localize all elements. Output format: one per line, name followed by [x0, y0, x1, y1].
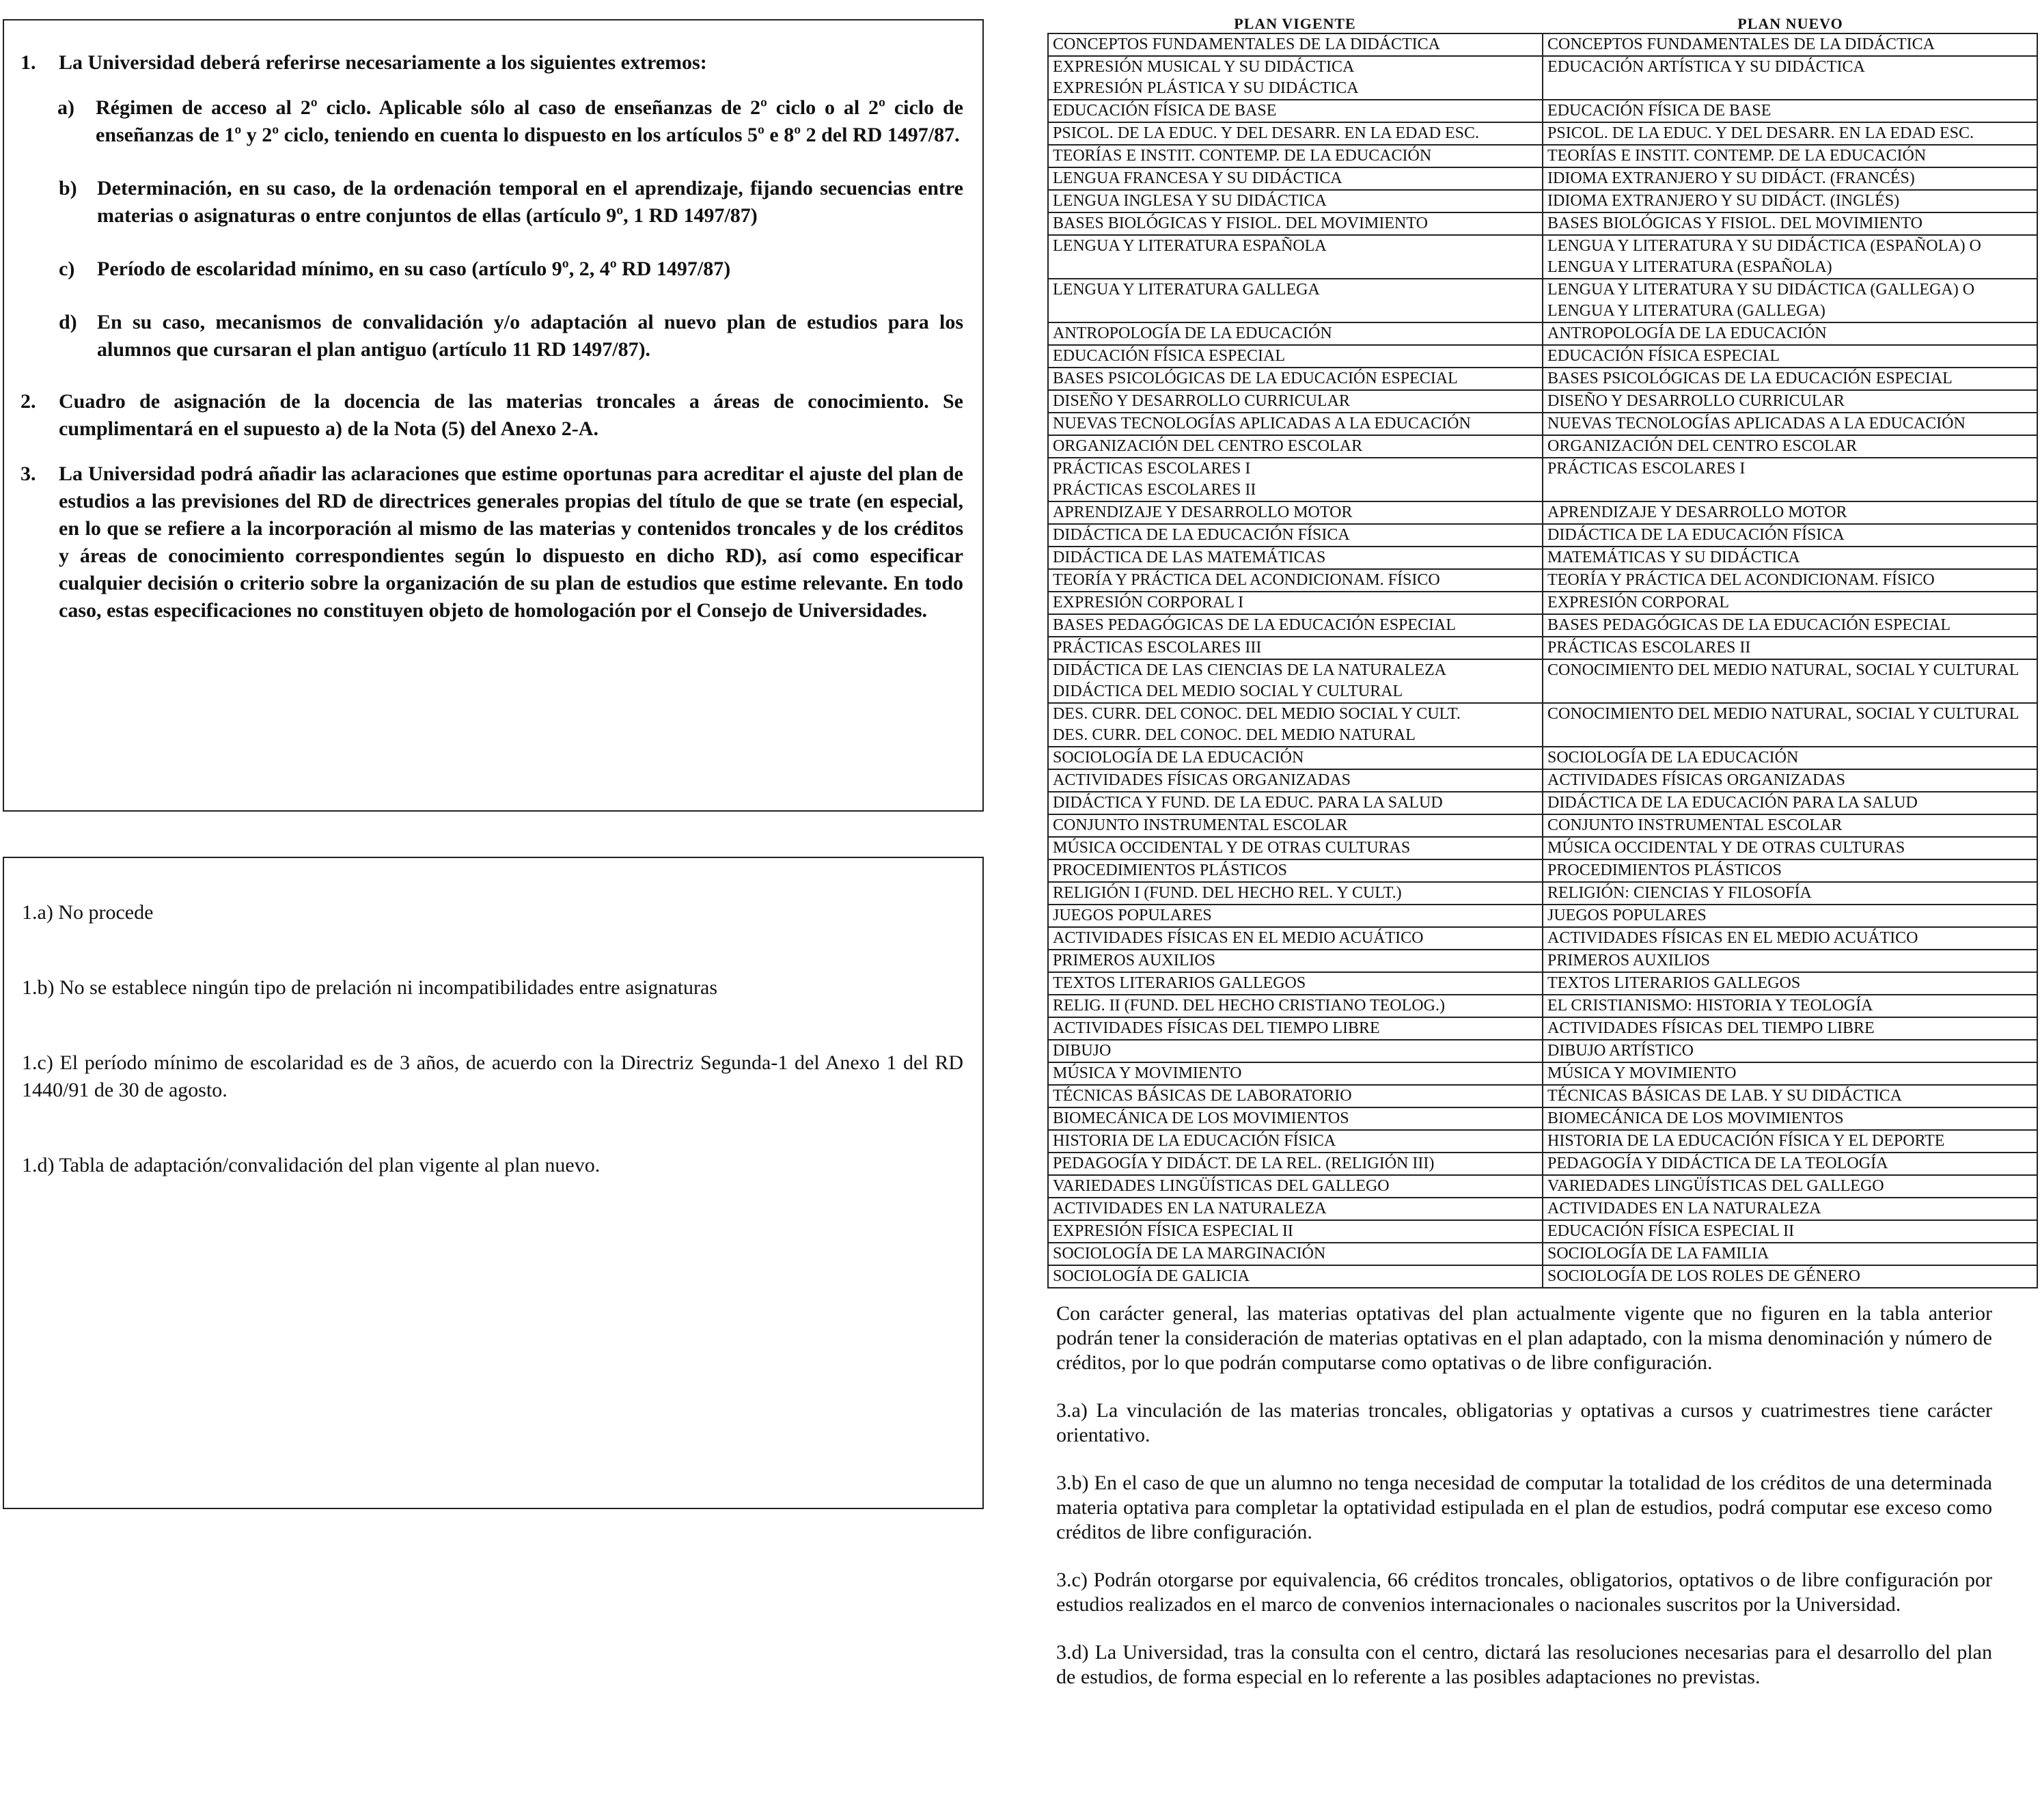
cell-plan-nuevo: SOCIOLOGÍA DE LOS ROLES DE GÉNERO — [1543, 1265, 2037, 1288]
cell-plan-nuevo: LENGUA Y LITERATURA Y SU DIDÁCTICA (ESPAÑOLA) O LENGUA Y LITERATURA (ESPAÑOLA) — [1543, 235, 2037, 279]
table-row — [1048, 413, 2037, 435]
cell-plan-vigente: ACTIVIDADES EN LA NATURALEZA — [1048, 1198, 1543, 1220]
cell-plan-nuevo: PEDAGOGÍA Y DIDÁCTICA DE LA TEOLOGÍA — [1543, 1153, 2037, 1175]
cell-plan-vigente: LENGUA FRANCESA Y SU DIDÁCTICA — [1048, 167, 1543, 190]
table-row — [1048, 637, 2037, 659]
cell-plan-nuevo: ACTIVIDADES FÍSICAS EN EL MEDIO ACUÁTICO — [1543, 927, 2037, 950]
cell-plan-vigente: SOCIOLOGÍA DE LA MARGINACIÓN — [1048, 1243, 1543, 1265]
subitem-letter: a) — [57, 96, 74, 119]
header-plan-nuevo: PLAN NUEVO — [1737, 15, 1843, 32]
cell-plan-vigente: ACTIVIDADES FÍSICAS ORGANIZADAS — [1048, 769, 1543, 792]
table-row — [1048, 905, 2037, 927]
adaptation-table-section — [1047, 15, 2038, 1288]
table-row — [1048, 235, 2037, 279]
cell-plan-nuevo: SOCIOLOGÍA DE LA EDUCACIÓN — [1543, 747, 2037, 769]
table-row — [1048, 703, 2037, 747]
table-row — [1048, 614, 2037, 637]
cell-plan-vigente: EXPRESIÓN CORPORAL I — [1048, 592, 1543, 614]
cell-plan-nuevo: PRIMEROS AUXILIOS — [1543, 950, 2037, 972]
cell-plan-nuevo: SOCIOLOGÍA DE LA FAMILIA — [1543, 1243, 2037, 1265]
cell-plan-vigente: NUEVAS TECNOLOGÍAS APLICADAS A LA EDUCACIÓN — [1048, 413, 1543, 435]
table-row — [1048, 212, 2037, 235]
cell-plan-vigente: TÉCNICAS BÁSICAS DE LABORATORIO — [1048, 1085, 1543, 1107]
note-3c: 3.c) Podrán otorgarse por equivalencia, 66 créditos troncales, obligatorios, optativos o de libre configuración por estudios realizados en el marco de convenios internacionales o nacionales suscritos por la Universidad. — [1056, 1569, 1992, 1616]
response-1b: 1.b) No se establece ningún tipo de prelación ni incompatibilidades entre asignaturas — [22, 976, 718, 999]
cell-plan-nuevo: ORGANIZACIÓN DEL CENTRO ESCOLAR — [1543, 435, 2037, 458]
cell-plan-vigente: CONJUNTO INSTRUMENTAL ESCOLAR — [1048, 814, 1543, 837]
table-row — [1048, 33, 2037, 56]
table-row — [1048, 882, 2037, 905]
instruction-subitem-d — [59, 309, 963, 363]
cell-plan-nuevo: DIDÁCTICA DE LA EDUCACIÓN PARA LA SALUD — [1543, 792, 2037, 814]
table-row — [1048, 145, 2037, 167]
table-row — [1048, 501, 2037, 524]
table-row — [1048, 1040, 2037, 1062]
cell-plan-nuevo: HISTORIA DE LA EDUCACIÓN FÍSICA Y EL DEPORTE — [1543, 1130, 2037, 1153]
table-row — [1048, 837, 2037, 859]
table-row — [1048, 769, 2037, 792]
subitem-letter: b) — [59, 177, 77, 199]
cell-plan-vigente: MÚSICA OCCIDENTAL Y DE OTRAS CULTURAS — [1048, 837, 1543, 859]
table-row — [1048, 1265, 2037, 1288]
instruction-subitem-a — [59, 94, 963, 149]
response-1d: 1.d) Tabla de adaptación/convalidación del plan vigente al plan nuevo. — [22, 1154, 601, 1176]
cell-plan-vigente: PRÁCTICAS ESCOLARES I PRÁCTICAS ESCOLARES II — [1048, 458, 1543, 501]
table-row — [1048, 56, 2037, 100]
cell-plan-nuevo: VARIEDADES LINGÜÍSTICAS DEL GALLEGO — [1543, 1175, 2037, 1198]
instruction-subitem-b — [59, 175, 963, 230]
table-row — [1048, 814, 2037, 837]
cell-plan-vigente: MÚSICA Y MOVIMIENTO — [1048, 1062, 1543, 1085]
cell-plan-nuevo: IDIOMA EXTRANJERO Y SU DIDÁCT. (FRANCÉS) — [1543, 167, 2037, 190]
cell-plan-vigente: BASES BIOLÓGICAS Y FISIOL. DEL MOVIMIENTO — [1048, 212, 1543, 235]
table-row — [1048, 100, 2037, 122]
table-header — [1047, 15, 2038, 33]
table-row — [1048, 972, 2037, 995]
table-row — [1048, 592, 2037, 614]
subitem-text: Régimen de acceso al 2º ciclo. Aplicable sólo al caso de enseñanzas de 2º ciclo o al 2º ciclo de enseñanzas de 1º y 2º ciclo, teniendo en cuenta lo dispuesto en los artículos 5º e 8º 2 del RD 1497/87. — [96, 96, 963, 146]
instruction-number: 2. — [20, 390, 36, 413]
table-row — [1048, 368, 2037, 390]
cell-plan-vigente: PEDAGOGÍA Y DIDÁCT. DE LA REL. (RELIGIÓN III) — [1048, 1153, 1543, 1175]
note-3d: 3.d) La Universidad, tras la consulta con el centro, dictará las resoluciones necesarias para el desarrollo del plan de estudios, de forma especial en lo referente a las posibles adaptaciones no previstas. — [1056, 1641, 1992, 1688]
cell-plan-nuevo: PROCEDIMIENTOS PLÁSTICOS — [1543, 859, 2037, 882]
cell-plan-nuevo: DIDÁCTICA DE LA EDUCACIÓN FÍSICA — [1543, 524, 2037, 547]
cell-plan-nuevo: MÚSICA Y MOVIMIENTO — [1543, 1062, 2037, 1085]
response-1a: 1.a) No procede — [22, 901, 154, 924]
cell-plan-nuevo: ACTIVIDADES EN LA NATURALEZA — [1543, 1198, 2037, 1220]
cell-plan-nuevo: BIOMECÁNICA DE LOS MOVIMIENTOS — [1543, 1107, 2037, 1130]
cell-plan-nuevo: BASES BIOLÓGICAS Y FISIOL. DEL MOVIMIENTO — [1543, 212, 2037, 235]
cell-plan-vigente: DIDÁCTICA Y FUND. DE LA EDUC. PARA LA SALUD — [1048, 792, 1543, 814]
instruction-item-2 — [20, 388, 963, 443]
cell-plan-nuevo: IDIOMA EXTRANJERO Y SU DIDÁCT. (INGLÉS) — [1543, 190, 2037, 212]
cell-plan-vigente: ANTROPOLOGÍA DE LA EDUCACIÓN — [1048, 322, 1543, 345]
cell-plan-nuevo: EXPRESIÓN CORPORAL — [1543, 592, 2037, 614]
subitem-letter: d) — [59, 311, 77, 333]
table-row — [1048, 547, 2037, 569]
cell-plan-vigente: EXPRESIÓN FÍSICA ESPECIAL II — [1048, 1220, 1543, 1243]
instruction-text: La Universidad podrá añadir las aclaraciones que estime oportunas para acreditar el ajuste del plan de estudios a las previsiones del RD de directrices generales propias del título de que se trate (en especial, en lo que se refiere a la incorporación al mismo de las materias y contenidos troncales y de los créditos y áreas de conocimiento correspondientes según lo dispuesto en dicho RD), así como especificar cualquier decisión o criterio sobre la organización de su plan de estudios que estime relevante. En todo caso, estas especificaciones no constituyen objeto de homologación por el Consejo de Universidades. — [59, 463, 963, 622]
cell-plan-vigente: EDUCACIÓN FÍSICA DE BASE — [1048, 100, 1543, 122]
cell-plan-nuevo: EDUCACIÓN FÍSICA DE BASE — [1543, 100, 2037, 122]
instruction-subitems — [59, 94, 963, 363]
cell-plan-vigente: ACTIVIDADES FÍSICAS EN EL MEDIO ACUÁTICO — [1048, 927, 1543, 950]
cell-plan-vigente: VARIEDADES LINGÜÍSTICAS DEL GALLEGO — [1048, 1175, 1543, 1198]
cell-plan-nuevo: ACTIVIDADES FÍSICAS DEL TIEMPO LIBRE — [1543, 1017, 2037, 1040]
cell-plan-vigente: SOCIOLOGÍA DE LA EDUCACIÓN — [1048, 747, 1543, 769]
subitem-text: En su caso, mecanismos de convalidación y/o adaptación al nuevo plan de estudios para los alumnos que cursaran el plan antiguo (artículo 11 RD 1497/87). — [97, 311, 963, 361]
cell-plan-nuevo: CONCEPTOS FUNDAMENTALES DE LA DIDÁCTICA — [1543, 33, 2037, 56]
cell-plan-nuevo: LENGUA Y LITERATURA Y SU DIDÁCTICA (GALLEGA) O LENGUA Y LITERATURA (GALLEGA) — [1543, 279, 2037, 322]
table-row — [1048, 995, 2037, 1017]
cell-plan-nuevo: ANTROPOLOGÍA DE LA EDUCACIÓN — [1543, 322, 2037, 345]
table-row — [1048, 747, 2037, 769]
table-row — [1048, 1243, 2037, 1265]
instruction-number: 1. — [20, 51, 36, 74]
cell-plan-nuevo: TÉCNICAS BÁSICAS DE LAB. Y SU DIDÁCTICA — [1543, 1085, 2037, 1107]
cell-plan-nuevo: PSICOL. DE LA EDUC. Y DEL DESARR. EN LA EDAD ESC. — [1543, 122, 2037, 145]
cell-plan-vigente: RELIG. II (FUND. DEL HECHO CRISTIANO TEOLOG.) — [1048, 995, 1543, 1017]
table-row — [1048, 1107, 2037, 1130]
responses-box — [3, 857, 984, 1509]
cell-plan-nuevo: TEORÍA Y PRÁCTICA DEL ACONDICIONAM. FÍSICO — [1543, 569, 2037, 592]
cell-plan-nuevo: TEORÍAS E INSTIT. CONTEMP. DE LA EDUCACIÓN — [1543, 145, 2037, 167]
cell-plan-nuevo: PRÁCTICAS ESCOLARES I — [1543, 458, 2037, 501]
table-row — [1048, 322, 2037, 345]
table-row — [1048, 927, 2037, 950]
cell-plan-vigente: DIDÁCTICA DE LAS MATEMÁTICAS — [1048, 547, 1543, 569]
notes-section — [1056, 1301, 1992, 1713]
cell-plan-nuevo: APRENDIZAJE Y DESARROLLO MOTOR — [1543, 501, 2037, 524]
table-row — [1048, 569, 2037, 592]
table-row — [1048, 1130, 2037, 1153]
cell-plan-vigente: SOCIOLOGÍA DE GALICIA — [1048, 1265, 1543, 1288]
note-3a: 3.a) La vinculación de las materias troncales, obligatorias y optativas a cursos y cuatrimestres tiene carácter orientativo. — [1056, 1399, 1992, 1446]
table-row — [1048, 1017, 2037, 1040]
cell-plan-nuevo: NUEVAS TECNOLOGÍAS APLICADAS A LA EDUCACIÓN — [1543, 413, 2037, 435]
cell-plan-nuevo: EDUCACIÓN FÍSICA ESPECIAL II — [1543, 1220, 2037, 1243]
cell-plan-vigente: DIDÁCTICA DE LA EDUCACIÓN FÍSICA — [1048, 524, 1543, 547]
cell-plan-vigente: CONCEPTOS FUNDAMENTALES DE LA DIDÁCTICA — [1048, 33, 1543, 56]
cell-plan-nuevo: JUEGOS POPULARES — [1543, 905, 2037, 927]
cell-plan-vigente: TEORÍA Y PRÁCTICA DEL ACONDICIONAM. FÍSICO — [1048, 569, 1543, 592]
cell-plan-vigente: PROCEDIMIENTOS PLÁSTICOS — [1048, 859, 1543, 882]
table-row — [1048, 190, 2037, 212]
cell-plan-nuevo: EDUCACIÓN ARTÍSTICA Y SU DIDÁCTICA — [1543, 56, 2037, 100]
cell-plan-vigente: RELIGIÓN I (FUND. DEL HECHO REL. Y CULT.) — [1048, 882, 1543, 905]
cell-plan-nuevo: CONJUNTO INSTRUMENTAL ESCOLAR — [1543, 814, 2037, 837]
table-row — [1048, 1198, 2037, 1220]
table-row — [1048, 122, 2037, 145]
subitem-text: Período de escolaridad mínimo, en su caso (artículo 9º, 2, 4º RD 1497/87) — [97, 258, 731, 280]
table-row — [1048, 792, 2037, 814]
cell-plan-vigente: PRÁCTICAS ESCOLARES III — [1048, 637, 1543, 659]
cell-plan-nuevo: CONOCIMIENTO DEL MEDIO NATURAL, SOCIAL Y CULTURAL — [1543, 703, 2037, 747]
header-plan-vigente: PLAN VIGENTE — [1234, 15, 1356, 32]
cell-plan-nuevo: DISEÑO Y DESARROLLO CURRICULAR — [1543, 390, 2037, 413]
cell-plan-nuevo: BASES PSICOLÓGICAS DE LA EDUCACIÓN ESPECIAL — [1543, 368, 2037, 390]
cell-plan-nuevo: DIBUJO ARTÍSTICO — [1543, 1040, 2037, 1062]
cell-plan-vigente: EDUCACIÓN FÍSICA ESPECIAL — [1048, 345, 1543, 368]
cell-plan-vigente: DES. CURR. DEL CONOC. DEL MEDIO SOCIAL Y CULT. DES. CURR. DEL CONOC. DEL MEDIO NATURAL — [1048, 703, 1543, 747]
table-row — [1048, 435, 2037, 458]
cell-plan-nuevo: EL CRISTIANISMO: HISTORIA Y TEOLOGÍA — [1543, 995, 2037, 1017]
cell-plan-vigente: LENGUA INGLESA Y SU DIDÁCTICA — [1048, 190, 1543, 212]
adaptation-table — [1047, 33, 2038, 1288]
table-row — [1048, 859, 2037, 882]
cell-plan-vigente: DIBUJO — [1048, 1040, 1543, 1062]
cell-plan-vigente: BIOMECÁNICA DE LOS MOVIMIENTOS — [1048, 1107, 1543, 1130]
cell-plan-vigente: HISTORIA DE LA EDUCACIÓN FÍSICA — [1048, 1130, 1543, 1153]
table-row — [1048, 1220, 2037, 1243]
cell-plan-vigente: PRIMEROS AUXILIOS — [1048, 950, 1543, 972]
table-row — [1048, 524, 2037, 547]
cell-plan-nuevo: PRÁCTICAS ESCOLARES II — [1543, 637, 2037, 659]
cell-plan-vigente: LENGUA Y LITERATURA GALLEGA — [1048, 279, 1543, 322]
cell-plan-nuevo: EDUCACIÓN FÍSICA ESPECIAL — [1543, 345, 2037, 368]
table-row — [1048, 390, 2037, 413]
subitem-letter: c) — [59, 258, 75, 280]
subitem-text: Determinación, en su caso, de la ordenación temporal en el aprendizaje, fijando secuencias entre materias o asignaturas o entre conjuntos de ellas (artículo 9º, 1 RD 1497/87) — [97, 177, 963, 227]
table-row — [1048, 167, 2037, 190]
note-general: Con carácter general, las materias optativas del plan actualmente vigente que no figuren en la tabla anterior podrán tener la consideración de materias optativas en el plan adaptado, con la misma denominación y número de créditos, por lo que podrán computarse como optativas o de libre configuración. — [1056, 1302, 1992, 1374]
cell-plan-vigente: EXPRESIÓN MUSICAL Y SU DIDÁCTICA EXPRESIÓN PLÁSTICA Y SU DIDÁCTICA — [1048, 56, 1543, 100]
table-row — [1048, 1062, 2037, 1085]
cell-plan-vigente: LENGUA Y LITERATURA ESPAÑOLA — [1048, 235, 1543, 279]
table-row — [1048, 950, 2037, 972]
cell-plan-vigente: TEORÍAS E INSTIT. CONTEMP. DE LA EDUCACIÓN — [1048, 145, 1543, 167]
cell-plan-vigente: ACTIVIDADES FÍSICAS DEL TIEMPO LIBRE — [1048, 1017, 1543, 1040]
note-3b: 3.b) En el caso de que un alumno no tenga necesidad de computar la totalidad de los créditos de una determinada materia optativa para completar la optatividad estipulada en el plan de estudios, podrá computar ese exceso como créditos de libre configuración. — [1056, 1472, 1992, 1543]
cell-plan-nuevo: MATEMÁTICAS Y SU DIDÁCTICA — [1543, 547, 2037, 569]
cell-plan-vigente: PSICOL. DE LA EDUC. Y DEL DESARR. EN LA EDAD ESC. — [1048, 122, 1543, 145]
instruction-item-3 — [20, 460, 963, 624]
table-row — [1048, 279, 2037, 322]
table-row — [1048, 458, 2037, 501]
cell-plan-vigente: DIDÁCTICA DE LAS CIENCIAS DE LA NATURALEZA DIDÁCTICA DEL MEDIO SOCIAL Y CULTURAL — [1048, 659, 1543, 703]
cell-plan-nuevo: CONOCIMIENTO DEL MEDIO NATURAL, SOCIAL Y CULTURAL — [1543, 659, 2037, 703]
instruction-text: La Universidad deberá referirse necesariamente a los siguientes extremos: — [59, 51, 707, 74]
cell-plan-nuevo: RELIGIÓN: CIENCIAS Y FILOSOFÍA — [1543, 882, 2037, 905]
cell-plan-vigente: TEXTOS LITERARIOS GALLEGOS — [1048, 972, 1543, 995]
cell-plan-vigente: APRENDIZAJE Y DESARROLLO MOTOR — [1048, 501, 1543, 524]
table-row — [1048, 1085, 2037, 1107]
instruction-number: 3. — [20, 463, 36, 485]
cell-plan-vigente: DISEÑO Y DESARROLLO CURRICULAR — [1048, 390, 1543, 413]
cell-plan-nuevo: MÚSICA OCCIDENTAL Y DE OTRAS CULTURAS — [1543, 837, 2037, 859]
table-row — [1048, 659, 2037, 703]
table-row — [1048, 345, 2037, 368]
cell-plan-nuevo: BASES PEDAGÓGICAS DE LA EDUCACIÓN ESPECIAL — [1543, 614, 2037, 637]
cell-plan-nuevo: TEXTOS LITERARIOS GALLEGOS — [1543, 972, 2037, 995]
cell-plan-vigente: ORGANIZACIÓN DEL CENTRO ESCOLAR — [1048, 435, 1543, 458]
instructions-box — [3, 19, 984, 812]
cell-plan-vigente: JUEGOS POPULARES — [1048, 905, 1543, 927]
instruction-text: Cuadro de asignación de la docencia de las materias troncales a áreas de conocimiento. Se cumplimentará en el supuesto a) de la Nota (5) del Anexo 2-A. — [59, 390, 963, 440]
table-row — [1048, 1175, 2037, 1198]
response-1c: 1.c) El período mínimo de escolaridad es de 3 años, de acuerdo con la Directriz Segunda-1 del Anexo 1 del RD 1440/91 de 30 de agosto. — [22, 1051, 963, 1101]
cell-plan-vigente: BASES PEDAGÓGICAS DE LA EDUCACIÓN ESPECIAL — [1048, 614, 1543, 637]
cell-plan-nuevo: ACTIVIDADES FÍSICAS ORGANIZADAS — [1543, 769, 2037, 792]
instruction-item-1 — [20, 49, 963, 370]
cell-plan-vigente: BASES PSICOLÓGICAS DE LA EDUCACIÓN ESPECIAL — [1048, 368, 1543, 390]
table-row — [1048, 1153, 2037, 1175]
instruction-subitem-c — [59, 256, 963, 283]
